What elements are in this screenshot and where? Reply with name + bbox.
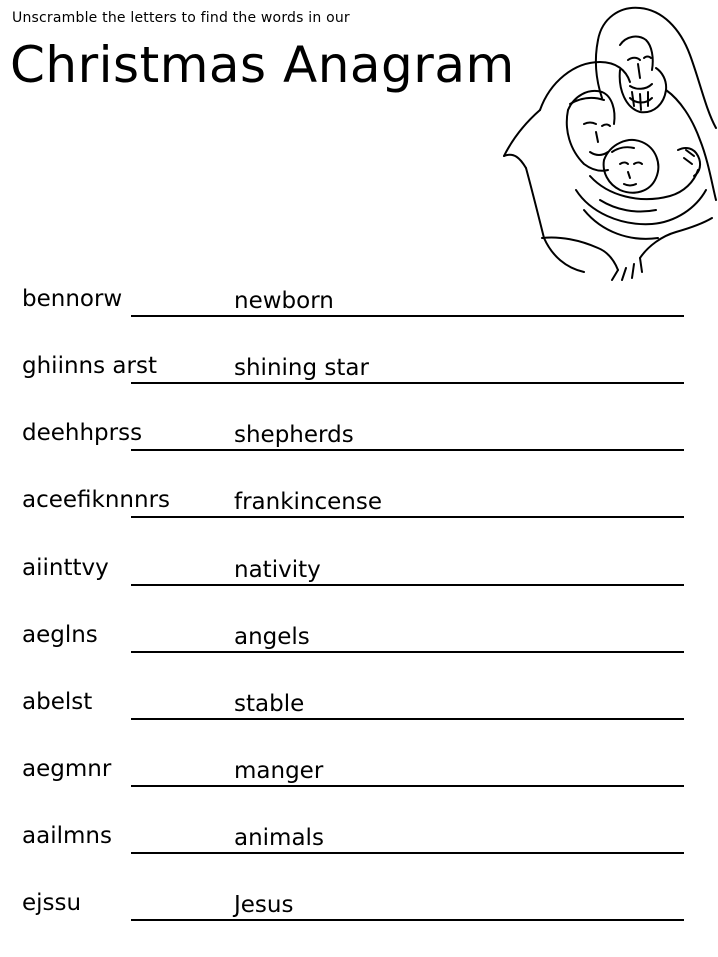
- anagram-row: [0, 889, 718, 929]
- scrambled-word: aeglns: [22, 622, 98, 648]
- scrambled-word: aegmnr: [22, 756, 112, 782]
- scrambled-word: aiinttvy: [22, 555, 109, 581]
- answer-word: manger: [234, 758, 324, 784]
- anagram-row: [0, 554, 718, 594]
- answer-line: [131, 382, 684, 384]
- anagram-row: [0, 822, 718, 862]
- anagram-row: [0, 688, 718, 728]
- scrambled-word: ghiinns arst: [22, 353, 157, 379]
- answer-word: nativity: [234, 557, 321, 583]
- answer-word: shepherds: [234, 422, 354, 448]
- answer-word: Jesus: [234, 892, 294, 918]
- scrambled-word: deehhprss: [22, 420, 143, 446]
- anagram-row: [0, 755, 718, 795]
- answer-word: frankincense: [234, 489, 383, 515]
- scrambled-word: aceefiknnnrs: [22, 487, 171, 513]
- answer-word: angels: [234, 624, 310, 650]
- anagram-row: [0, 352, 718, 392]
- answer-line: [131, 584, 684, 586]
- answer-line: [131, 651, 684, 653]
- scrambled-word: ejssu: [22, 890, 82, 916]
- answer-line: [131, 919, 684, 921]
- anagram-row: [0, 285, 718, 325]
- page-title: Christmas Anagram: [10, 36, 515, 94]
- answer-line: [131, 852, 684, 854]
- answer-word: stable: [234, 691, 305, 717]
- scrambled-word: aailmns: [22, 823, 112, 849]
- answer-line: [131, 315, 684, 317]
- answer-line: [131, 516, 684, 518]
- answer-word: animals: [234, 825, 324, 851]
- anagram-row: [0, 419, 718, 459]
- answer-line: [131, 785, 684, 787]
- answer-line: [131, 718, 684, 720]
- scrambled-word: bennorw: [22, 286, 123, 312]
- instructions-text: Unscramble the letters to find the words in our: [12, 10, 350, 26]
- answer-word: shining star: [234, 355, 369, 381]
- holy-family-icon: [480, 0, 718, 282]
- scrambled-word: abelst: [22, 689, 93, 715]
- anagram-row: [0, 621, 718, 661]
- answer-line: [131, 449, 684, 451]
- anagram-row: [0, 486, 718, 526]
- answer-word: newborn: [234, 288, 334, 314]
